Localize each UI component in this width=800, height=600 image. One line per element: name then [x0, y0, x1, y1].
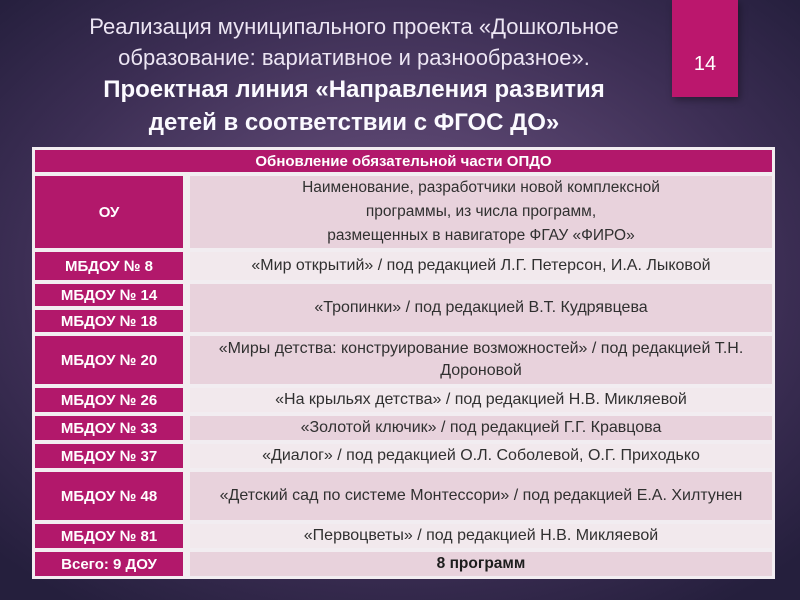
table-header: Обновление обязательной части ОПДО: [35, 150, 772, 172]
slide-title: [28, 11, 680, 139]
ou-cell-37: МБДОУ № 37: [35, 444, 183, 468]
program-header-line-2: программы, из числа программ,: [365, 203, 597, 220]
ou-cell-33: МБДОУ № 33: [35, 416, 183, 440]
program-cell-14-18-merged: «Тропинки» / под редакцией В.Т. Кудрявцева: [190, 284, 772, 332]
ou-cell-14: МБДОУ № 14: [35, 284, 183, 306]
title-line-2: образование: вариативное и разнообразное».: [118, 45, 590, 70]
title-line-1: Реализация муниципального проекта «Дошкольное: [89, 14, 619, 39]
total-ou-cell: Всего: 9 ДОУ: [35, 552, 183, 576]
program-header-line-1: Наименование, разработчики новой комплексной: [302, 179, 660, 196]
program-header-line-3: размещенных в навигаторе ФГАУ «ФИРО»: [327, 227, 635, 244]
program-cell-26: «На крыльях детства» / под редакцией Н.В. Микляевой: [190, 388, 772, 412]
ou-cell-20: МБДОУ № 20: [35, 336, 183, 384]
ou-cell-8: МБДОУ № 8: [35, 252, 183, 280]
ou-cell-18: МБДОУ № 18: [35, 310, 183, 332]
column-header-program: [190, 176, 772, 248]
page-number-box: [672, 0, 738, 97]
subtitle-line-2: детей в соответствии с ФГОС ДО»: [148, 109, 560, 136]
program-cell-37: «Диалог» / под редакцией О.Л. Соболевой, О.Г. Приходько: [190, 444, 772, 468]
ou-cell-26: МБДОУ № 26: [35, 388, 183, 412]
ou-cell-81: МБДОУ № 81: [35, 524, 183, 548]
program-cell-33: «Золотой ключик» / под редакцией Г.Г. Кравцова: [190, 416, 772, 440]
ou-cell-48: МБДОУ № 48: [35, 472, 183, 520]
total-programs-cell: 8 программ: [190, 552, 772, 576]
page-number: 14: [693, 53, 717, 75]
programs-table: [32, 147, 775, 579]
subtitle-line-1: Проектная линия «Направления развития: [103, 76, 605, 103]
program-cell-8: «Мир открытий» / под редакцией Л.Г. Петерсон, И.А. Лыковой: [190, 252, 772, 280]
program-cell-20: «Миры детства: конструирование возможностей» / под редакцией Т.Н. Дороновой: [190, 336, 772, 384]
program-cell-81: «Первоцветы» / под редакцией Н.В. Микляевой: [190, 524, 772, 548]
program-cell-48: «Детский сад по системе Монтессори» / под редакцией Е.А. Хилтунен: [190, 472, 772, 520]
column-header-ou: ОУ: [35, 176, 183, 248]
